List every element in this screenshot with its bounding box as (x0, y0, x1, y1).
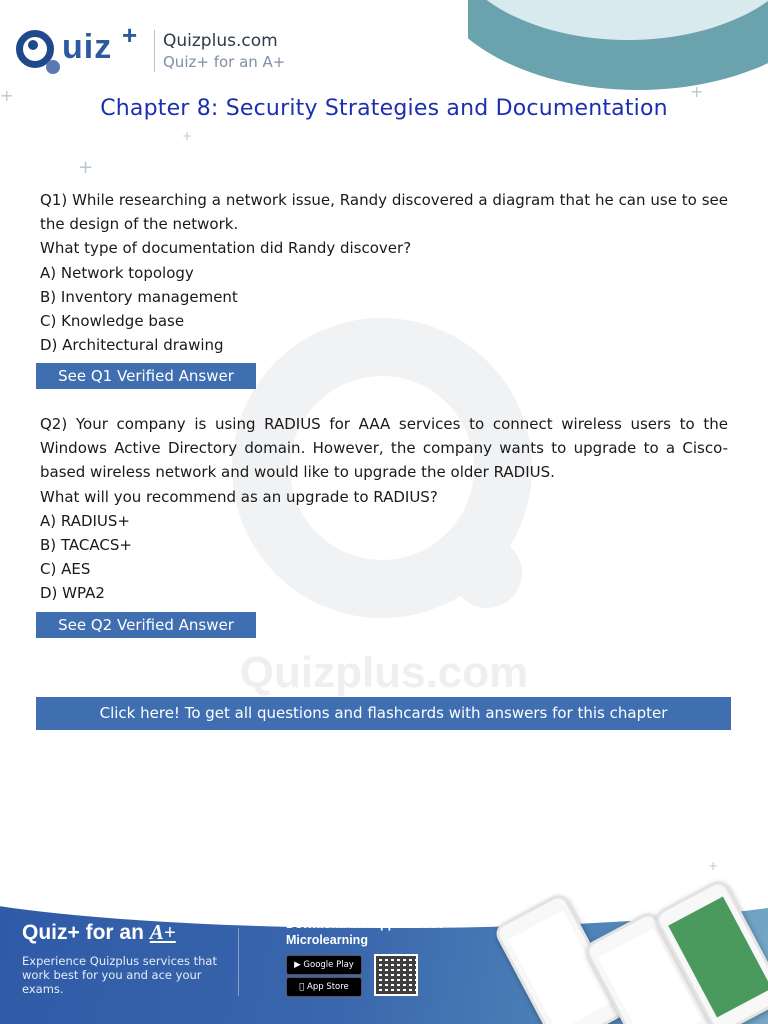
app-store-label: App Store (303, 982, 345, 992)
brand-tagline: Quiz+ for an A+ (163, 53, 286, 71)
question-1-option-d: D) Architectural drawing (40, 336, 224, 355)
question-2-option-d: D) WPA2 (40, 584, 105, 603)
question-1 (40, 188, 728, 389)
app-store-badge[interactable] (286, 977, 362, 997)
google-play-label: Google Play (303, 960, 354, 970)
question-1-prompt: What type of documentation did Randy discover? (40, 239, 412, 258)
question-1-text: Q1) While researching a network issue, Randy discovered a diagram that he can use to see the design of the network. (40, 191, 728, 234)
get-all-questions-button[interactable]: Click here! To get all questions and flashcards with answers for this chapter (36, 697, 731, 730)
app-promo-footer (0, 878, 768, 1024)
question-1-option-b: B) Inventory management (40, 287, 238, 306)
qr-code[interactable] (374, 954, 418, 996)
footer-divider (238, 928, 239, 996)
decorative-plus-icon: + (78, 157, 94, 178)
question-1-option-a: A) Network topology (40, 263, 194, 282)
brand-block (163, 30, 285, 72)
question-2 (40, 412, 728, 638)
footer-title-text: Quiz+ for an (22, 921, 144, 944)
question-2-prompt: What will you recommend as an upgrade to RADIUS? (40, 487, 438, 506)
footer-title-aplus: A+ (149, 920, 176, 944)
google-play-badge[interactable] (286, 955, 362, 975)
question-2-option-a: A) RADIUS+ (40, 511, 130, 530)
logo-plus: + (122, 20, 138, 50)
see-q2-answer-button[interactable]: See Q2 Verified Answer (36, 612, 256, 638)
decorative-plus-icon: + (182, 129, 193, 143)
page-title: Chapter 8: Security Strategies and Documentation (100, 96, 668, 121)
download-app-text: Download the App to Start Microlearning (286, 917, 443, 947)
question-2-option-b: B) TACACS+ (40, 536, 132, 555)
google-play-icon: ▶ (294, 960, 301, 970)
footer-subtitle: Experience Quizplus services that work best for you and ace your exams. (22, 954, 217, 996)
question-2-option-c: C) AES (40, 560, 91, 579)
see-q1-answer-button[interactable]: See Q1 Verified Answer (36, 363, 256, 389)
question-2-text: Q2) Your company is using RADIUS for AAA services to connect wireless users to the Windows Active Directory domain. However, the company wants to upgrade to a Cisco-based wireless network and would like to upgrade the older RADIUS. (40, 415, 728, 482)
watermark-text: Quizplus.com (239, 648, 529, 697)
footer-title (22, 920, 176, 945)
decorative-plus-icon: + (708, 859, 719, 873)
decorative-plus-icon: + (0, 86, 14, 105)
header-divider (154, 30, 155, 72)
quizplus-logo[interactable] (16, 20, 144, 76)
brand-name: Quizplus.com (163, 31, 278, 51)
decorative-plus-icon: + (690, 82, 704, 101)
question-1-option-c: C) Knowledge base (40, 312, 185, 331)
logo-text: uiz (62, 28, 113, 66)
apple-icon (299, 982, 304, 992)
header (16, 20, 286, 76)
